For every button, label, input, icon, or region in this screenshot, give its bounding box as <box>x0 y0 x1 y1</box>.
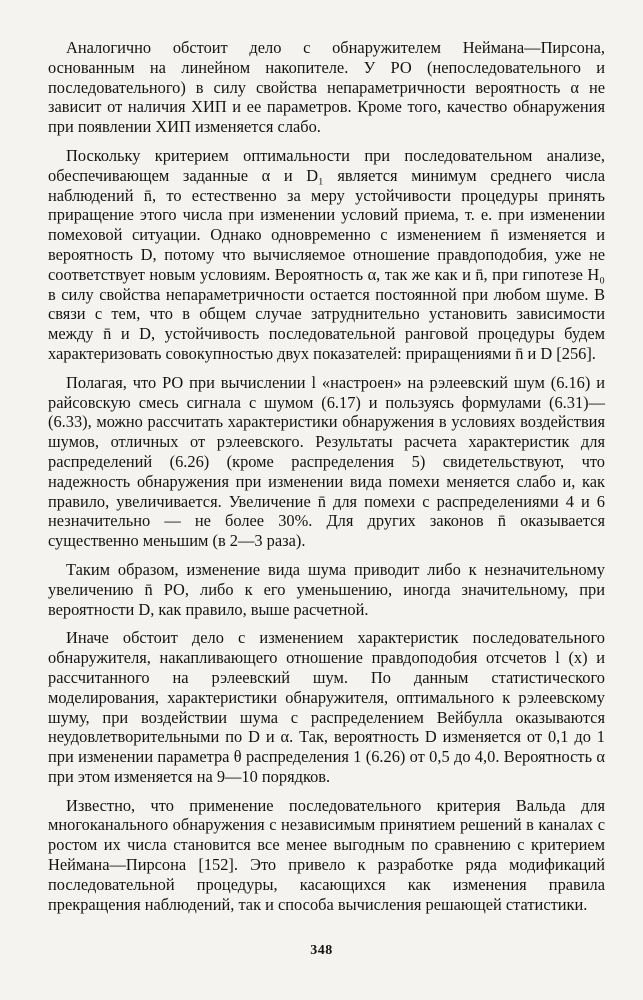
body-text <box>48 38 605 923</box>
paragraph-5: Иначе обстоит дело с изменением характеристик последовательного обнаружителя, накапливающего отношение правдоподобия отсчетов l (x) и рассчитанного на рэлеевский шум. По данным статистического моделирования, характеристики обнаружителя, оптимального к рэлеевскому шуму, при воздействии шума с распределением Вейбулла оказываются неудовлетворительными по D и α. Так, вероятность D изменяется от 0,1 до 1 при изменении параметра θ распределения 1 (6.26) от 0,5 до 4,0. Вероятность α при этом изменяется на 9—10 порядков. <box>48 628 605 786</box>
paragraph-3: Полагая, что РО при вычислении l «настроен» на рэлеевский шум (6.16) и райсовскую смесь сигнала с шумом (6.17) и пользуясь формулами (6.31)—(6.33), можно рассчитать характеристики обнаружения в условиях воздействия шумов, отличных от рэлеевского. Результаты расчета характеристик для распределений (6.26) (кроме распределения 5) свидетельствуют, что надежность обнаружения при изменении вида помехи меняется слабо и, как правило, увеличивается. Увеличение n̄ для помехи с распределениями 4 и 6 незначительно — не более 30%. Для других законов n̄ оказывается существенно меньшим (в 2—3 раза). <box>48 372 605 551</box>
paragraph-6: Известно, что применение последовательного критерия Вальда для многоканального обнаружения с независимым принятием решений в каналах с ростом их числа становится все менее выгодным по сравнению с критерием Неймана—Пирсона [152]. Это привело к разработке ряда модификаций последовательной процедуры, касающихся как изменения правила прекращения наблюдений, так и способа вычисления решающей статистики. <box>48 795 605 914</box>
paragraph-1: Аналогично обстоит дело с обнаружителем Неймана—Пирсона, основанным на линейном накопителе. У РО (непоследовательного и последовательного) в силу свойства непараметричности вероятность α не зависит от наличия ХИП и ее параметров. Кроме того, качество обнаружения при появлении ХИП изменяется слабо. <box>48 38 605 137</box>
page-number: 348 <box>310 943 333 958</box>
paragraph-4: Таким образом, изменение вида шума приводит либо к незначительному увеличению n̄ РО, либо к его уменьшению, иногда значительному, при вероятности D, как правило, выше расчетной. <box>48 559 605 619</box>
paragraph-2: Поскольку критерием оптимальности при последовательном анализе, обеспечивающем заданные α и D₁ является минимум среднего числа наблюдений n̄, то естественно за меру устойчивости процедуры принять приращение этого числа при изменении условий приема, т. е. при изменении помеховой ситуации. Однако одновременно с изменением n̄ изменяется и вероятность D, потому что вычисляемое отношение правдоподобия, уже не соответствует новым условиям. Вероятность α, так же как и n̄, при гипотезе H₀ в силу свойства непараметричности остается постоянной при любом шуме. В связи с тем, что в общем случае затруднительно установить зависимости между n̄ и D, устойчивость последовательной ранговой процедуры будем характеризовать совокупностью двух показателей: приращениями n̄ и D [256]. <box>48 145 605 363</box>
